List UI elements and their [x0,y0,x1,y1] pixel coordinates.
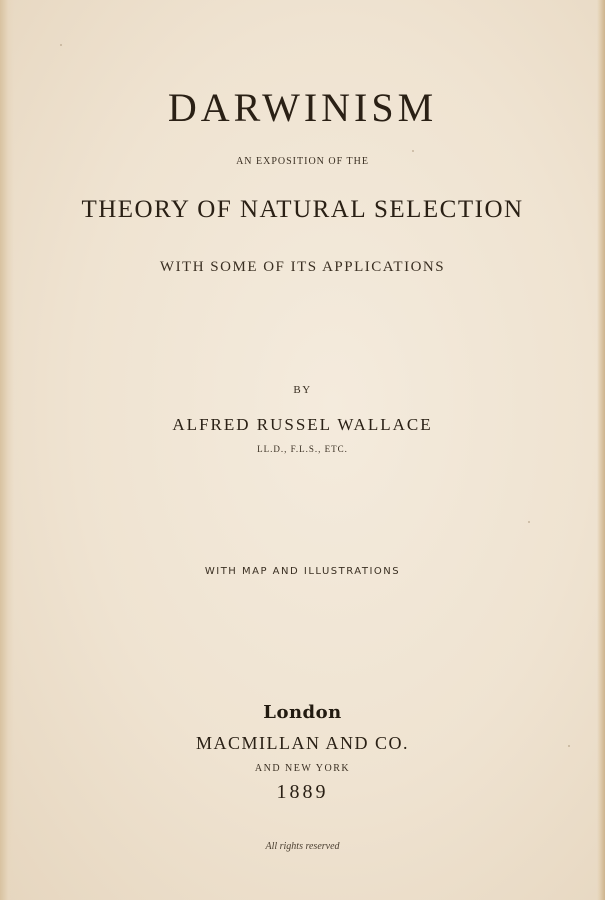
imprint-secondary-city: AND NEW YORK [254,763,351,774]
author-name: ALFRED RUSSEL WALLACE [172,415,433,434]
paper-speck [528,521,530,523]
imprint-city: London [263,702,342,723]
subtitle-applications: WITH SOME OF ITS APPLICATIONS [159,259,446,275]
subtitle-exposition: AN EXPOSITION OF THE [236,156,369,167]
author-credentials [0,444,605,454]
imprint-year: 1889 [276,781,329,803]
imprint-publisher: MACMILLAN AND CO. [195,733,409,753]
paper-speck [568,745,570,747]
rights-notice: All rights reserved [265,841,340,852]
illustrations-note: WITH MAP AND ILLUSTRATIONS [204,566,401,577]
subtitle-theory: THEORY OF NATURAL SELECTION [81,196,524,223]
by-line: BY [293,384,312,396]
book-title: DARWINISM [167,85,438,130]
author-credentials-text: LL.D., F.L.S., ETC. [257,444,348,454]
paper-speck [60,44,62,46]
paper-speck [412,150,414,152]
